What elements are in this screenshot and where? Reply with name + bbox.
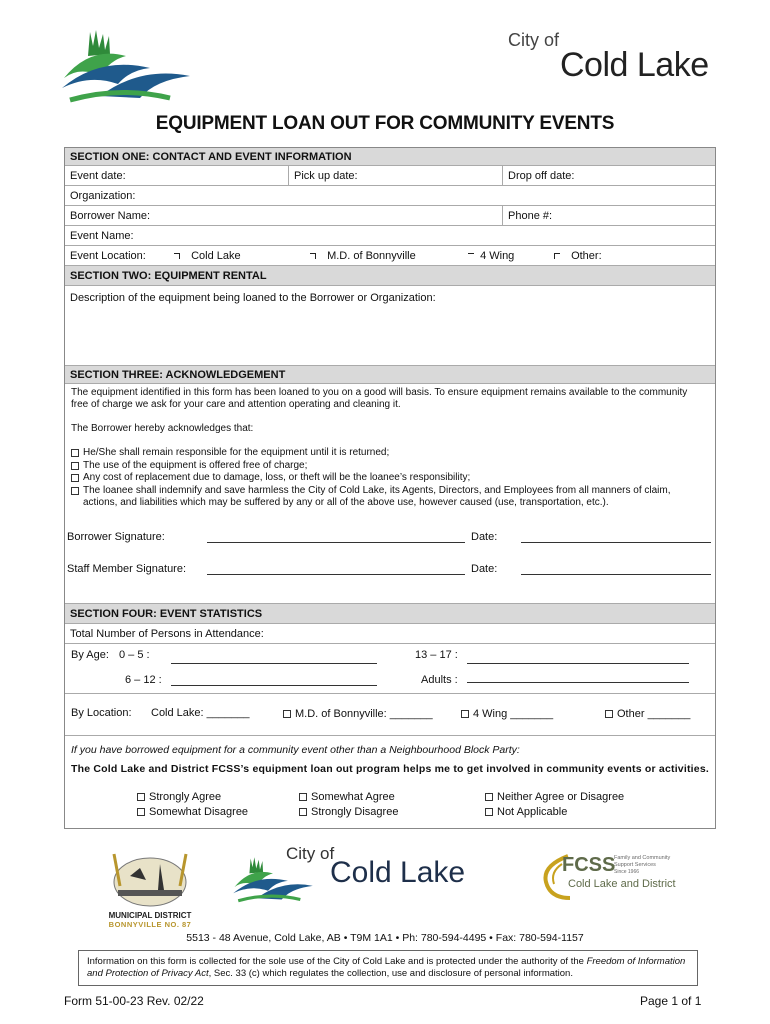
- event-name-field[interactable]: Event Name:: [70, 230, 134, 242]
- location-cold-lake-option[interactable]: Cold Lake: [169, 246, 299, 265]
- borrower-row: [65, 206, 715, 226]
- borrower-date-line[interactable]: [521, 531, 711, 543]
- staff-signature-line[interactable]: [207, 563, 465, 575]
- address-line: 5513 - 48 Avenue, Cold Lake, AB • T9M 1A1 • Ph: 780-594-4495 • Fax: 780-594-1157: [186, 932, 584, 944]
- organization-field[interactable]: Organization:: [70, 190, 136, 202]
- checkbox-icon: [299, 793, 307, 801]
- checkbox-icon: [468, 253, 474, 259]
- borrower-signature-label: Borrower Signature:: [67, 531, 165, 543]
- page-title: EQUIPMENT LOAN OUT FOR COMMUNITY EVENTS: [155, 113, 615, 134]
- equipment-description-row: [65, 286, 715, 366]
- location-md-count[interactable]: M.D. of Bonnyville: _______: [283, 708, 433, 720]
- checkbox-icon: [283, 710, 291, 718]
- borrower-name-field[interactable]: Borrower Name:: [70, 210, 151, 222]
- option-somewhat-disagree[interactable]: Somewhat Disagree: [137, 806, 248, 818]
- option-somewhat-agree[interactable]: Somewhat Agree: [299, 791, 395, 803]
- location-other-count[interactable]: Other _______: [605, 708, 690, 720]
- borrower-date-label: Date:: [471, 531, 498, 543]
- list-item: The use of the equipment is offered free of charge;: [67, 460, 705, 473]
- section-four-header: SECTION FOUR: EVENT STATISTICS: [65, 604, 715, 624]
- total-attendance-row: [65, 624, 715, 644]
- event-date-field[interactable]: Event date:: [70, 170, 126, 182]
- checkbox-icon: [137, 808, 145, 816]
- dates-row: [65, 166, 715, 186]
- location-wing-option[interactable]: 4 Wing: [463, 246, 553, 265]
- page-number: Page 1 of 1: [640, 994, 702, 1008]
- acknowledgement-intro: The equipment identified in this form has been loaned to you on a good will basis. To ensure equipment remains available to the community free of charge we ask for your care and attention operating and cleaning it.: [71, 387, 688, 410]
- acknowledges-text: The Borrower hereby acknowledges that:: [71, 423, 254, 434]
- loan-form: [64, 147, 716, 829]
- by-age-row: By Age: 0 – 5 : 13 – 17 : 6 – 12 : Adults :: [65, 644, 715, 694]
- checkbox-icon: [174, 253, 180, 259]
- list-item: The loanee shall indemnify and save harmless the City of Cold Lake, its Agents, Directors, and Employees from all manners of claim, actions, and liabilities which may be suffered by any or all of the above use, however caused (use, transportation, etc.).: [67, 485, 705, 510]
- city-of-text: City of: [508, 30, 560, 50]
- acknowledgement-list: [67, 447, 705, 510]
- organization-row: [65, 186, 715, 206]
- option-strongly-disagree[interactable]: Strongly Disagree: [299, 806, 398, 818]
- city-of-cold-lake-logo-icon: [60, 26, 192, 104]
- location-md-option[interactable]: M.D. of Bonnyville: [305, 246, 445, 265]
- acknowledgement-body: [65, 384, 715, 604]
- survey-row: [65, 736, 715, 828]
- checkbox-icon[interactable]: [71, 474, 79, 482]
- section-one-header: SECTION ONE: CONTACT AND EVENT INFORMATION: [65, 148, 715, 166]
- checkbox-icon: [554, 253, 560, 259]
- location-wing-count[interactable]: 4 Wing _______: [461, 708, 553, 720]
- fcss-logo: FCSS Family and Community Support Services Since 1966 Cold Lake and District: [540, 852, 700, 908]
- survey-question: If you have borrowed equipment for a community event other than a Neighbourhood Block Party:: [71, 744, 520, 756]
- option-neither[interactable]: Neither Agree or Disagree: [485, 791, 624, 803]
- location-other-option[interactable]: Other:: [549, 246, 709, 265]
- checkbox-icon: [137, 793, 145, 801]
- checkbox-icon: [485, 793, 493, 801]
- phone-field[interactable]: Phone #:: [502, 206, 716, 225]
- checkbox-icon: [299, 808, 307, 816]
- section-two-header: SECTION TWO: EQUIPMENT RENTAL: [65, 266, 715, 286]
- staff-signature-label: Staff Member Signature:: [67, 563, 187, 575]
- age-13-17-line[interactable]: [467, 652, 689, 664]
- staff-date-label: Date:: [471, 563, 498, 575]
- survey-statement: The Cold Lake and District FCSS’s equipment loan out program helps me to get involved in community events or activities.: [71, 763, 709, 775]
- section-three-header: SECTION THREE: ACKNOWLEDGEMENT: [65, 366, 715, 384]
- form-number: Form 51-00-23 Rev. 02/22: [64, 994, 204, 1008]
- checkbox-icon[interactable]: [71, 487, 79, 495]
- borrower-signature-line[interactable]: [207, 531, 465, 543]
- checkbox-icon: [605, 710, 613, 718]
- staff-date-line[interactable]: [521, 563, 711, 575]
- event-location-label: Event Location:: [70, 250, 146, 262]
- age-0-5-line[interactable]: [171, 652, 377, 664]
- checkbox-icon[interactable]: [71, 449, 79, 457]
- checkbox-icon: [461, 710, 469, 718]
- by-location-row: By Location: Cold Lake: _______ M.D. of Bonnyville: _______ 4 Wing _______ Other _______: [65, 694, 715, 736]
- location-cold-lake-count[interactable]: Cold Lake: _______: [151, 707, 250, 719]
- md-crest-icon: [100, 846, 200, 908]
- total-attendance-field[interactable]: Total Number of Persons in Attendance:: [70, 628, 264, 640]
- age-6-12-line[interactable]: [171, 674, 377, 686]
- privacy-notice: Information on this form is collected for the sole use of the City of Cold Lake and is protected under the authority of the Freedom of Information and Protection of Privacy Act, Sec. 33 (c) which regulates the collection, use and disclosure of personal information.: [78, 950, 698, 986]
- option-not-applicable[interactable]: Not Applicable: [485, 806, 567, 818]
- city-of-cold-lake-wordmark: [508, 30, 718, 90]
- event-location-row: [65, 246, 715, 266]
- adults-line[interactable]: [467, 671, 689, 683]
- dropoff-date-field[interactable]: Drop off date:: [502, 166, 716, 185]
- pickup-date-field[interactable]: Pick up date:: [288, 166, 502, 185]
- event-name-row: [65, 226, 715, 246]
- city-of-cold-lake-bottom-logo: City of Cold Lake: [232, 842, 482, 922]
- equipment-description-field[interactable]: Description of the equipment being loaned to the Borrower or Organization:: [70, 292, 436, 304]
- cold-lake-text: Cold Lake: [560, 46, 709, 84]
- checkbox-icon[interactable]: [71, 462, 79, 470]
- checkbox-icon: [310, 253, 316, 259]
- checkbox-icon: [485, 808, 493, 816]
- list-item: Any cost of replacement due to damage, loss, or theft will be the loanee’s responsibility;: [67, 472, 705, 485]
- md-bonnyville-logo: MUNICIPAL DISTRICT BONNYVILLE NO. 87: [100, 846, 200, 936]
- option-strongly-agree[interactable]: Strongly Agree: [137, 791, 221, 803]
- list-item: He/She shall remain responsible for the equipment until it is returned;: [67, 447, 705, 460]
